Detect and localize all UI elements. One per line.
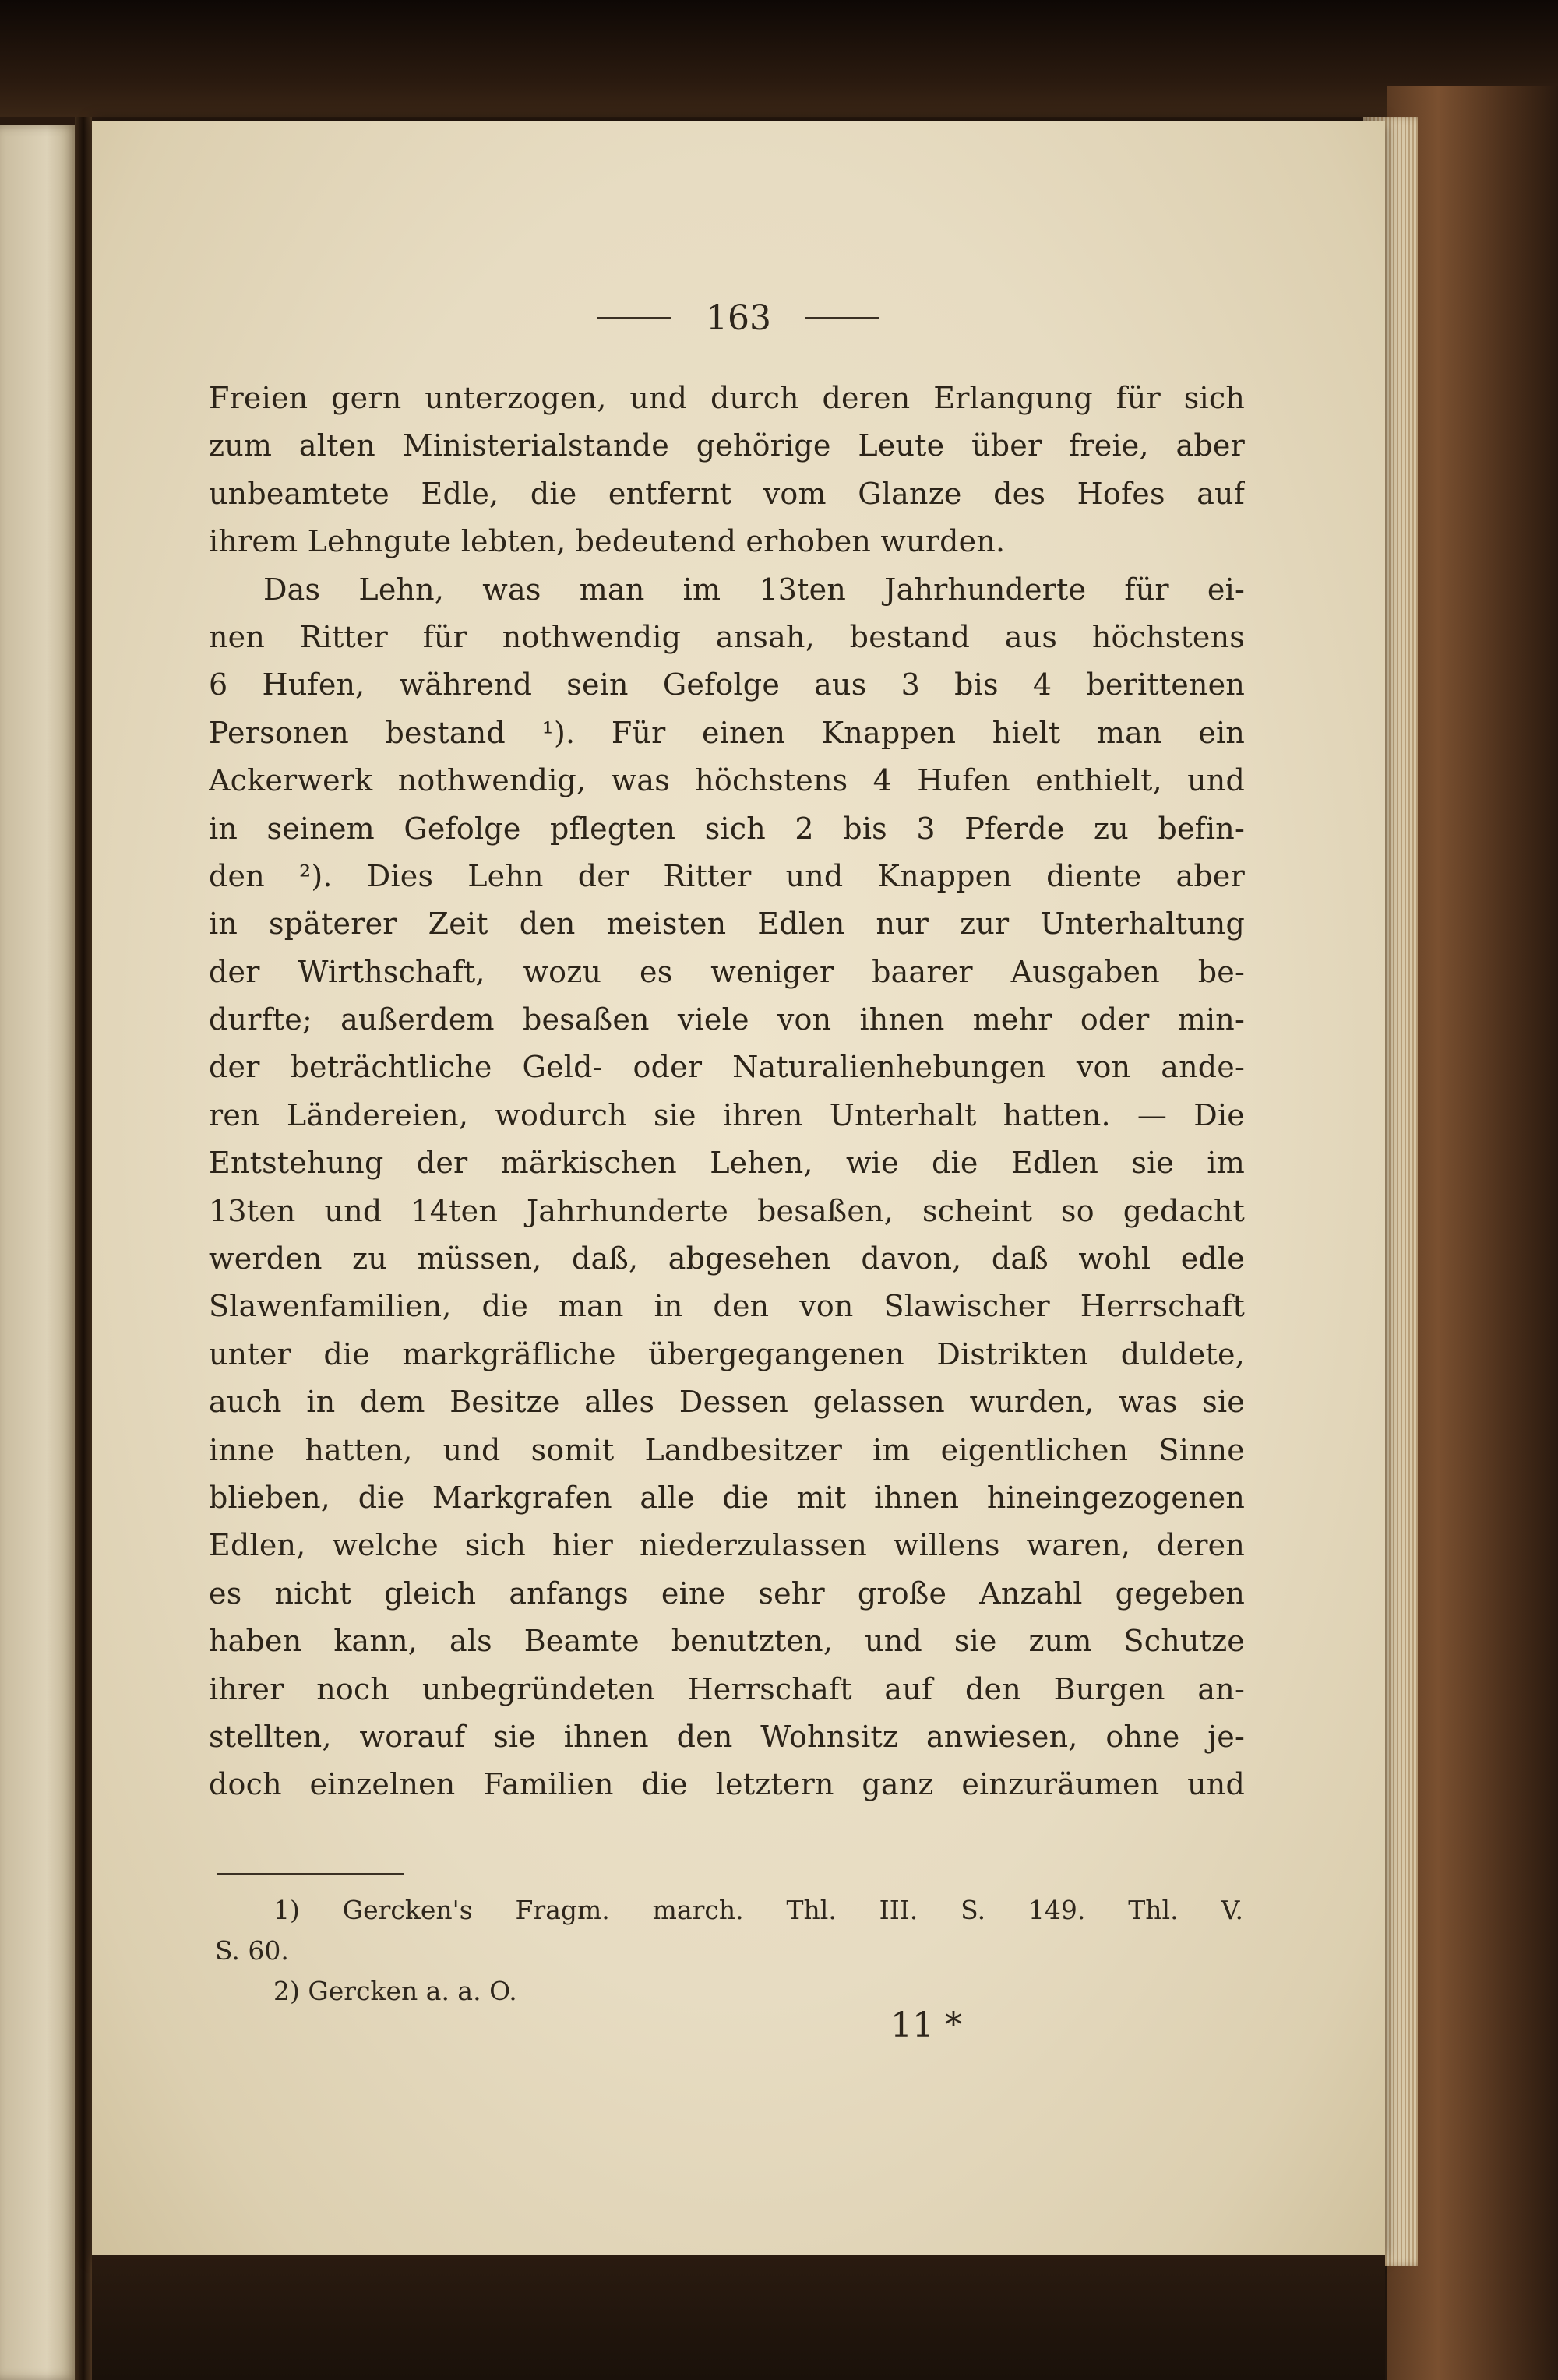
text-line: den ²). Dies Lehn der Ritter und Knappen diente aber xyxy=(209,858,1245,893)
text-line: Ackerwerk nothwendig, was höchstens 4 Hufen enthielt, und xyxy=(209,763,1245,798)
text-line: zum alten Ministerialstande gehörige Leute über freie, aber xyxy=(209,428,1245,463)
text-line: ihrem Lehngute lebten, bedeutend erhoben wurden. xyxy=(209,524,1006,559)
facing-page-sliver xyxy=(0,125,78,2380)
footnote-1-line-1: 1) Gercken's Fragm. march. Thl. III. S. 149. Thl. V. xyxy=(273,1895,1243,1925)
text-line: Das Lehn, was man im 13ten Jahrhunderte für ei- xyxy=(263,572,1245,607)
text-line: Personen bestand ¹). Für einen Knappen hielt man ein xyxy=(209,715,1245,750)
text-line: Freien gern unterzogen, und durch deren Erlangung für sich xyxy=(209,381,1245,415)
book-page xyxy=(92,121,1385,2259)
header-right-dash xyxy=(805,317,879,319)
text-line: der Wirthschaft, wozu es weniger baarer Ausgaben be- xyxy=(209,954,1245,989)
text-line: doch einzelnen Familien die letztern ganz einzuräumen und xyxy=(209,1767,1245,1802)
text-line: inne hatten, und somit Landbesitzer im eigentlichen Sinne xyxy=(209,1432,1245,1467)
signature-mark: 11 * xyxy=(890,2005,962,2045)
text-line: unter die markgräfliche übergegangenen Distrikten duldete, xyxy=(209,1336,1245,1371)
page-number: 163 xyxy=(706,298,771,338)
text-line: durfte; außerdem besaßen viele von ihnen mehr oder min- xyxy=(209,1002,1245,1037)
footnote-rule xyxy=(217,1873,404,1875)
text-line: Slawenfamilien, die man in den von Slawischer Herrschaft xyxy=(209,1289,1245,1324)
text-line: nen Ritter für nothwendig ansah, bestand aus höchstens xyxy=(209,619,1245,654)
text-line: haben kann, als Beamte benutzten, und sie zum Schutze xyxy=(209,1624,1245,1659)
footnote-2: 2) Gercken a. a. O. xyxy=(273,1976,517,2006)
binding-top-edge xyxy=(0,0,1558,117)
text-line: in späterer Zeit den meisten Edlen nur zur Unterhaltung xyxy=(209,907,1245,942)
text-line: es nicht gleich anfangs eine sehr große Anzahl gegeben xyxy=(209,1576,1245,1611)
text-line: Edlen, welche sich hier niederzulassen willens waren, deren xyxy=(209,1528,1245,1563)
text-line: blieben, die Markgrafen alle die mit ihnen hineingezogenen xyxy=(209,1480,1245,1515)
text-line: auch in dem Besitze alles Dessen gelassen wurden, was sie xyxy=(209,1385,1245,1420)
text-line: werden zu müssen, daß, abgesehen davon, daß wohl edle xyxy=(209,1241,1245,1276)
body-text xyxy=(209,375,1245,1809)
text-line: 6 Hufen, während sein Gefolge aus 3 bis 4 berittenen xyxy=(209,667,1245,702)
footnote-1-line-2: S. 60. xyxy=(215,1935,289,1966)
book-gutter xyxy=(75,117,92,2380)
text-line: 13ten und 14ten Jahrhunderte besaßen, scheint so gedacht xyxy=(209,1193,1245,1228)
header-left-dash xyxy=(597,317,671,319)
bottom-shadow xyxy=(92,2255,1385,2380)
text-line: Entstehung der märkischen Lehen, wie die Edlen sie im xyxy=(209,1146,1245,1181)
text-line: in seinem Gefolge pflegten sich 2 bis 3 Pferde zu befin- xyxy=(209,811,1245,846)
text-line: ihrer noch unbegründeten Herrschaft auf den Burgen an- xyxy=(209,1671,1245,1706)
footnotes xyxy=(215,1890,1243,2012)
text-line: der beträchtliche Geld- oder Naturalienhebungen von ande- xyxy=(209,1050,1245,1085)
text-line: unbeamtete Edle, die entfernt vom Glanze des Hofes auf xyxy=(209,476,1245,511)
text-line: ren Ländereien, wodurch sie ihren Unterhalt hatten. — Die xyxy=(209,1097,1245,1132)
page-header xyxy=(92,296,1385,358)
text-line: stellten, worauf sie ihnen den Wohnsitz anwiesen, ohne je- xyxy=(209,1719,1245,1754)
